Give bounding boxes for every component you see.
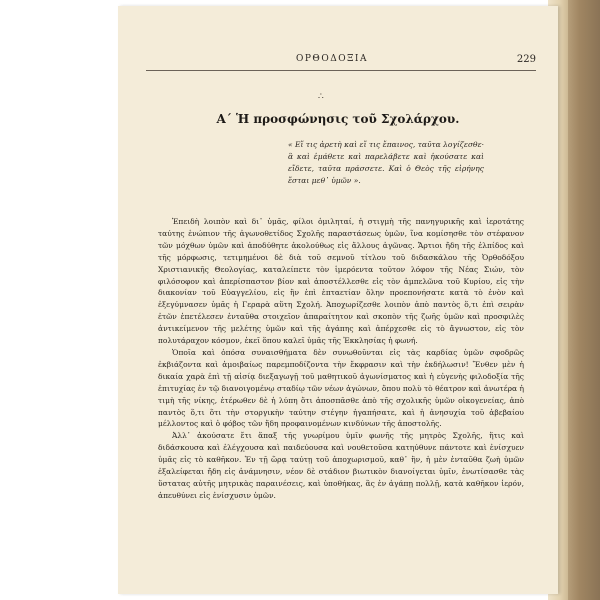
body-text [158,216,524,502]
epigraph: « Εἴ τις ἀρετὴ καὶ εἴ τις ἔπαινος, ταῦτα λογίζεσθε· ἃ καὶ ἐμάθετε καὶ παρελάβετε καὶ ἠκούσατε καὶ εἴδετε, ταῦτα πράσσετε. Καὶ ὁ Θεὸς τῆς εἰρήνης ἔσται μεθ᾽ ὑμῶν ». [288,140,484,185]
section-title: Α΄ Ἡ προσφώνησις τοῦ Σχολάρχου. [216,112,460,126]
book-spine [566,0,600,600]
book-page [118,6,558,594]
ornament-icon: ∴ [318,92,325,102]
running-head: ΟΡΘΟΔΟΞΙΑ [296,54,368,64]
page-number: 229 [516,54,536,65]
page-header [146,52,536,71]
paragraph: Ἀλλ᾽ ἀκούσατε ἔτι ἅπαξ τῆς γνωρίμου ὑμῖν φωνῆς τῆς μητρὸς Σχολῆς, ἥτις καὶ διδάσκουσα καὶ ἐλέγχουσα καὶ παιδεύουσα καὶ νουθετοῦσα κατηύθυνε πάντοτε καὶ ἐνίσχυεν ὑμᾶς εἰς τὸ καθῆκον. Ἐν τῇ ὥρᾳ ταύτῃ τοῦ ἀποχωρισμοῦ, καθ᾽ ἣν, ἡ μὲν ἐνταῦθα ζωὴ ὑμῶν ἐξαλείφεται ἤδη εἰς ἀνάμνησιν, νέον δὲ στάδιον βιωτικὸν διανοίγεται ὑμῖν, ἐνωτίσασθε τὰς ὕστατας αὐτῆς μητρικὰς παραινέσεις, καὶ ὑποθήκας, ἃς ἐν ἀγάπῃ πολλῇ, κατὰ καθῆκον ἱερόν, ἀπευθύνει εἰς ἐνίσχυσιν ὑμῶν. [158,431,524,500]
paragraph: Ὁποῖα καὶ ὁπόσα συναισθήματα δὲν συνωθοῦνται εἰς τὰς καρδίας ὑμῶν σφοδρῶς ἐκβιάζοντα καὶ ἀμοιβαίως παρεμποδίζοντα τὴν ἔκφρασιν καὶ τὴν ἐκδήλωσιν! Ἔνθεν μὲν ἡ δικαία χαρὰ ἐπὶ τῇ αἰσίᾳ διεξαγωγῇ τοῦ μαθητικοῦ ἀγωνίσματος καὶ ἡ εὐγενὴς φιλοδοξία τῆς ἐπιτυχίας ἐν τῷ διανοιγομένῳ σταδίῳ τῶν νέων ἀγώνων, ὅπου πολὺ τὸ θέατρον καὶ ἀνωτέρα ἡ τιμὴ τῆς νίκης, ἑτέρωθεν δὲ ἡ λύπη ὅτι ἀποσπᾶσθε ἀπὸ τῆς σχολικῆς ὑμῶν οἰκογενείας, ἀπὸ παντὸς ὅ,τι ὅτι τὴν στοργικὴν ταύτην στέγην ἠγαπήσατε, καὶ ἡ ἀνησυχία τοῦ ἀβεβαίου μέλλοντος καὶ ὁ φόβος τῶν ἤδη προφαινομένων κινδύνων τῆς ἀποστολῆς. [158,347,524,429]
paragraph: Ἐπειδὴ λοιπὸν καὶ δι᾽ ὑμᾶς, φίλοι ὁμιληταί, ἡ στιγμὴ τῆς πανηγυρικῆς καὶ ἱεροτάτης ταύτης ἑνώπιον τῆς ἀγωνοθετίδος Σχολῆς παραστάσεως ὑμῶν, ἵνα κομίσησθε τὸν στέφανον τῶν μόχθων ὑμῶν καὶ ἀποδύθητε ἀκολούθως εἰς ἄλλους ἀγῶνας. Ἄρτιοι ἤδη τῆς ἐλπίδος καὶ τῆς μόρφωσις, τετιμημένοι δὲ διὰ τοῦ σεμνοῦ τίτλου τοῦ διδασκάλου τῆς Ὀρθοδόξου Χριστιανικῆς Θεολογίας, καταλείπετε τὸν ἱμερόεντα τοῦτον λόφον τῆς Νέας Σιών, τὸν φιλόσοφον καὶ ἀπερίσπαστον βίον καὶ ἀποστέλλεσθε εἰς τὸν ἀμπελῶνα τοῦ Κυρίου, εἰς τὴν διακονίαν τοῦ Εὐαγγελίου, εἰς ἣν ἐπὶ ἑπταετίαν ὅλην προεπονήσατε κατὰ τὸ ἐνὸν καὶ ἐξεγύμνασεν ὑμᾶς ἡ Γεραρὰ αὕτη Σχολή. Ἀποχωρίζεσθε λοιπὸν ἀπὸ παντὸς ὅ,τι ἐπὶ σειρὰν ἐτῶν ἐπετέλεσεν ἐνταῦθα στοιχεῖον ἀπαραίτητον καὶ σκοπὸν τῆς ζωῆς ὑμῶν καὶ προσφιλὲς ἀντικείμενον τῆς μελέτης ὑμῶν καὶ τῆς ἀγάπης καὶ ἀπέρχεσθε εἰς τὸ ἄγνωστον, εἰς τὸν πολυτάραχον κόσμον, ἐκεῖ ὅπου καλεῖ ὑμᾶς τῆς Ἐκκλησίας ἡ φωνή. [158,217,524,346]
